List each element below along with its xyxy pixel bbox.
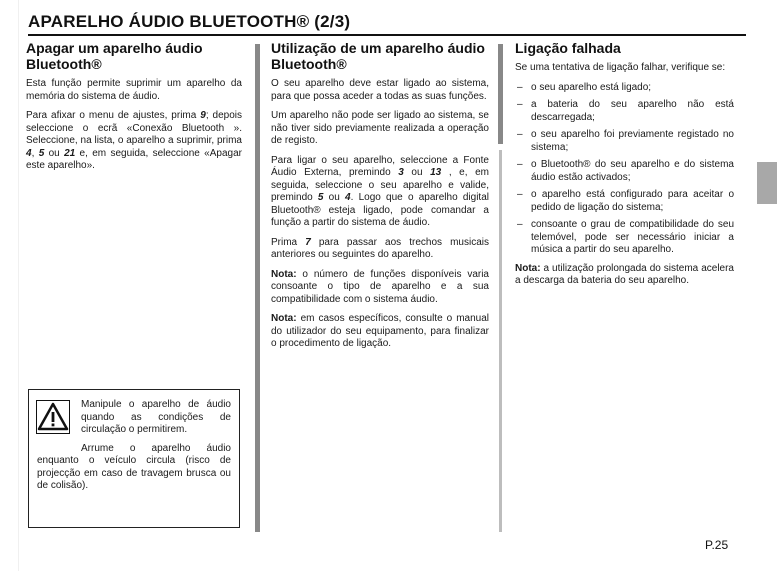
- section-heading-delete: Apagar um aparelho áudio Bluetooth®: [26, 40, 203, 72]
- warning-text-2: Arrume o aparelho áudio enquanto o veículo circula (risco de projecção em caso de travagem brusca ou de colisão).: [37, 442, 231, 491]
- column-use-device: [271, 40, 489, 358]
- list-item: – o seu aparelho foi previamente registado no sistema;: [517, 129, 734, 153]
- column-delete-device: [26, 40, 242, 180]
- failed-intro: Se uma tentativa de ligação falhar, verifique se:: [515, 62, 726, 73]
- use-note-2: Nota: em casos específicos, consulte o manual do utilizador do seu equipamento, para finalizar o procedimento de ligação.: [271, 313, 489, 349]
- list-item: – a bateria do seu aparelho não está descarregada;: [517, 99, 734, 123]
- use-paragraph-2: Um aparelho não pode ser ligado ao sistema, se não tiver sido previamente realizada a operação de registo.: [271, 110, 489, 146]
- column-divider-right: [499, 150, 502, 532]
- use-paragraph-3: Para ligar o seu aparelho, seleccione a Fonte Áudio Externa, premindo 3 ou 13 , e, em seguida, seleccione o seu aparelho e valide, premindo 5 ou 4. Logo que o aparelho digital Bluetooth® esteja ligado, pode comandar a função a partir do sistema de áudio.: [271, 154, 489, 228]
- list-item: – o seu aparelho está ligado;: [517, 81, 652, 93]
- warning-triangle-icon: [36, 400, 70, 434]
- section-thumb-tab: [757, 162, 777, 204]
- list-item: – consoante o grau de compatibilidade do seu telemóvel, pode ser necessário iniciar a música a partir do seu aparelho.: [517, 219, 734, 255]
- warning-box: [28, 389, 240, 528]
- list-item: – o Bluetooth® do seu aparelho e do sistema áudio estão activados;: [517, 159, 734, 183]
- page-title: APARELHO ÁUDIO BLUETOOTH® (2/3): [28, 12, 351, 31]
- delete-paragraph-1: Esta função permite suprimir um aparelho da memória do sistema de áudio.: [26, 78, 242, 102]
- list-item: – o aparelho está configurado para aceitar o pedido de ligação do sistema;: [517, 189, 734, 213]
- column-failed-connection: [515, 40, 734, 295]
- use-note-1: Nota: o número de funções disponíveis varia consoante o tipo de aparelho e a sua compatibilidade com o sistema áudio.: [271, 268, 489, 305]
- warning-text-1: Manipule o aparelho de áudio quando as condições de circulação o permitirem.: [81, 399, 231, 435]
- use-paragraph-4: Prima 7 para passar aos trechos musicais anteriores ou seguintes do aparelho.: [271, 236, 489, 260]
- title-rule: [28, 34, 746, 36]
- delete-paragraph-2: Para afixar o menu de ajustes, prima 9; depois seleccione o ecrã «Conexão Bluetooth ». Seleccione, na lista, o aparelho a suprimir, prima 4, 5 ou 21 e, em seguida, seleccione «Apagar este aparelho».: [26, 110, 242, 171]
- failed-note: Nota: a utilização prolongada do sistema acelera a descarga da bateria do seu aparelho.: [515, 262, 734, 286]
- section-heading-use: Utilização de um aparelho áudio Bluetooth®: [271, 40, 485, 72]
- page-number: P.25: [705, 538, 729, 552]
- column-divider-right-top: [498, 44, 503, 144]
- failed-checklist: [515, 82, 734, 257]
- page-edge: [18, 0, 19, 571]
- column-divider-left: [255, 44, 260, 532]
- use-paragraph-1: O seu aparelho deve estar ligado ao sistema, para que possa aceder a todas as suas funções.: [271, 78, 489, 102]
- section-heading-failed: Ligação falhada: [515, 40, 621, 56]
